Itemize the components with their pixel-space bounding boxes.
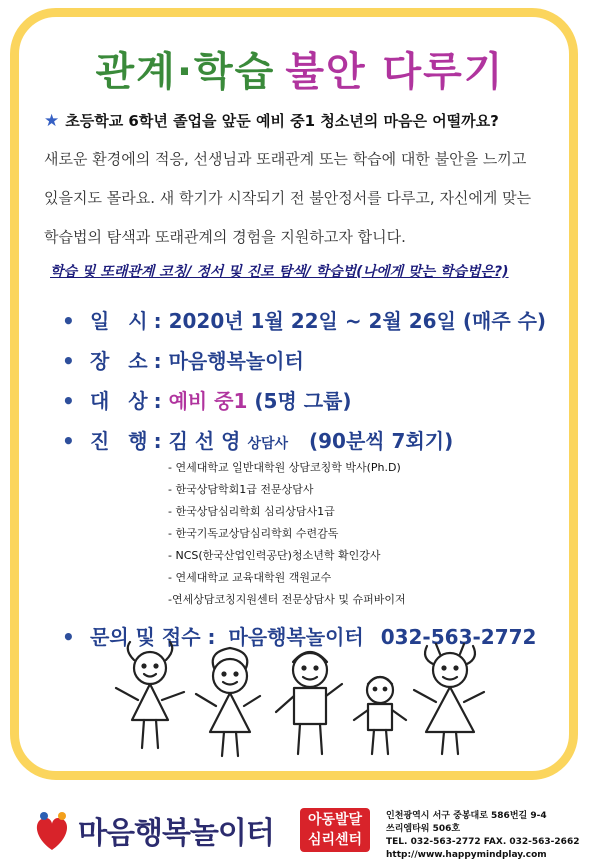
children-illustration (110, 640, 490, 760)
target-highlight: 예비 중1 (168, 389, 248, 413)
intro-line-1: 새로운 환경에의 적응, 선생님과 또래관계 또는 학습에 대한 불안을 느끼고 (44, 150, 527, 168)
contact-label: 문의 및 접수 : (90, 625, 216, 649)
target-label: 대 상 (90, 389, 154, 413)
host-role: 상담사 (247, 436, 289, 452)
intro-line-3: 학습법의 탐색과 또래관계의 경험을 지원하고자 합니다. (44, 228, 406, 246)
contact-name: 마음행복놀이터 (228, 625, 364, 649)
date-value: 2020년 1월 22일 ~ 2월 26일 (매주 수) (168, 309, 547, 333)
list-item: -연세상담코칭지원센터 전문상담사 및 슈퍼바이저 (168, 593, 406, 606)
host-credentials-list (168, 457, 406, 611)
list-item: - 연세대학교 일반대학원 상담코칭학 박사(Ph.D) (168, 461, 401, 474)
host-label: 진 행 (90, 429, 154, 453)
list-item: - 연세대학교 교육대학원 객원교수 (168, 571, 332, 584)
host-sessions: (90분씩 7회기) (308, 429, 454, 453)
intro-line-2: 있을지도 몰라요. 새 학기가 시작되기 전 불안정서를 다루고, 자신에게 맞는 (44, 189, 532, 207)
brand-logo-icon (30, 810, 74, 854)
footer-badge: 아동발달 심리센터 (300, 808, 370, 852)
footer-brand: 마음행복놀이터 (78, 816, 274, 851)
list-item: - 한국상담심리학회 심리상담사1급 (168, 505, 335, 518)
contact-phone: 032-563-2772 (380, 625, 537, 649)
list-item: - NCS(한국산업인력공단)청소년학 확인강사 (168, 549, 381, 562)
poster-title (0, 40, 600, 97)
question-text: 초등학교 6학년 졸업을 앞둔 예비 중1 청소년의 마음은 어떨까요? (65, 112, 499, 130)
title-part2: 불안 다루기 (285, 49, 505, 95)
program-topics: 학습 및 또래관계 코칭/ 정서 및 진로 탐색/ 학습법(나에게 맞는 학습법은?) (50, 264, 509, 280)
bullet-icon: • (62, 389, 75, 413)
list-item: - 한국기독교상담심리학회 수련감독 (168, 527, 339, 540)
question-line (44, 110, 499, 131)
bullet-icon: • (62, 429, 75, 453)
detail-place: • 장 소: 마음행복놀이터 (62, 349, 304, 373)
title-part1: 관계·학습 (95, 49, 276, 95)
target-value: (5명 그룹) (254, 389, 352, 413)
list-item: - 한국상담학회1급 전문상담사 (168, 483, 314, 496)
detail-target: • 대 상: 예비 중1 (5명 그룹) (62, 389, 352, 413)
detail-date: • 일 시: 2020년 1월 22일 ~ 2월 26일 (매주 수) (62, 309, 547, 333)
date-label: 일 시 (90, 309, 154, 333)
bullet-icon: • (62, 349, 75, 373)
footer-website: http://www.happymindplay.com (386, 850, 547, 860)
host-name: 김 선 영 (168, 429, 241, 453)
star-icon: ★ (44, 111, 60, 131)
place-value: 마음행복놀이터 (168, 349, 304, 373)
bullet-icon: • (62, 309, 75, 333)
footer-address: 인천광역시 서구 중봉대로 586번길 9-4 쓰리엠타워 506호 TEL. 032-563-2772 FAX. 032-563-2662 http://www.happymindplay.com (386, 811, 580, 860)
bullet-icon: • (62, 625, 75, 649)
detail-host: • 진 행: 김 선 영 상담사 (90분씩 7회기) (62, 429, 454, 453)
place-label: 장 소 (90, 349, 154, 373)
